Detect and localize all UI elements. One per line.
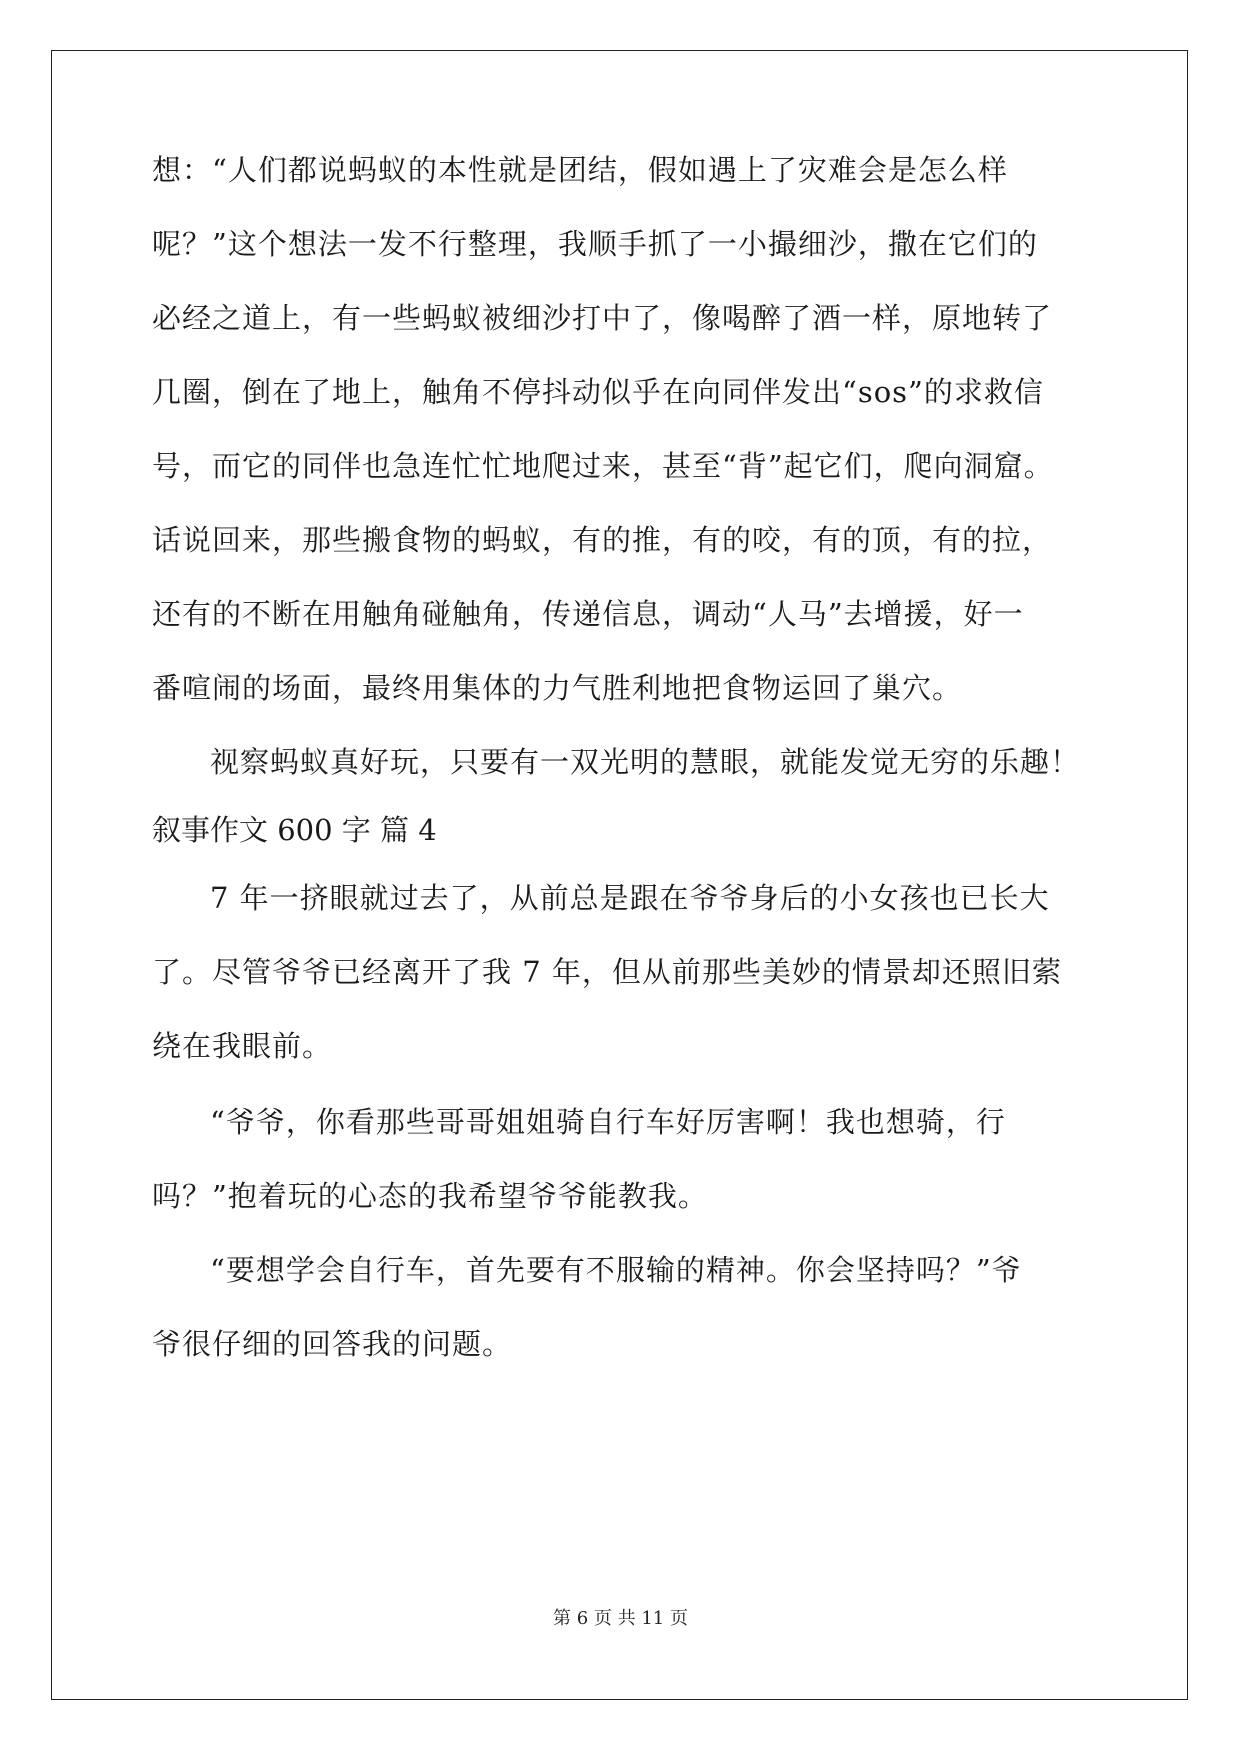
text-line: “要想学会自行车，首先要有不服输的精神。你会坚持吗？”爷 [210, 1253, 1022, 1287]
text-line: 爷很仔细的回答我的问题。 [152, 1327, 513, 1361]
text-line: 吗？”抱着玩的心态的我希望爷爷能教我。 [152, 1179, 708, 1213]
text-line: 7 年一挤眼就过去了，从前总是跟在爷爷身后的小女孩也已长大 [210, 881, 1050, 915]
text-line: 了。尽管爷爷已经离开了我 7 年，但从前那些美妙的情景却还照旧萦 [152, 955, 1062, 989]
section-heading: 叙事作文 600 字 篇 4 [152, 813, 437, 847]
page-number: 第 6 页 共 11 页 [553, 1608, 688, 1629]
text-line: 想：“人们都说蚂蚁的本性就是团结，假如遇上了灾难会是怎么样 [152, 153, 1008, 187]
text-line: 话说回来，那些搬食物的蚂蚁，有的推，有的咬，有的顶，有的拉， [152, 523, 1053, 557]
text-line: 番喧闹的场面，最终用集体的力气胜利地把食物运回了巢穴。 [152, 671, 963, 705]
text-line: “爷爷，你看那些哥哥姐姐骑自行车好厉害啊！我也想骑，行 [210, 1105, 1006, 1139]
text-line: 视察蚂蚁真好玩，只要有一双光明的慧眼，就能发觉无穷的乐趣！ [210, 745, 1081, 779]
text-line: 还有的不断在用触角碰触角，传递信息，调动“人马”去增援，好一 [152, 597, 1024, 631]
text-line: 呢？”这个想法一发不行整理，我顺手抓了一小撮细沙，撒在它们的 [152, 227, 1038, 261]
text-line: 号，而它的同伴也急连忙忙地爬过来，甚至“背”起它们，爬向洞窟。 [152, 449, 1054, 483]
text-line: 绕在我眼前。 [152, 1029, 333, 1063]
text-line: 几圈，倒在了地上，触角不停抖动似乎在向同伴发出“sos”的求救信 [152, 375, 1044, 409]
text-line: 必经之道上，有一些蚂蚁被细沙打中了，像喝醉了酒一样，原地转了 [152, 301, 1053, 335]
